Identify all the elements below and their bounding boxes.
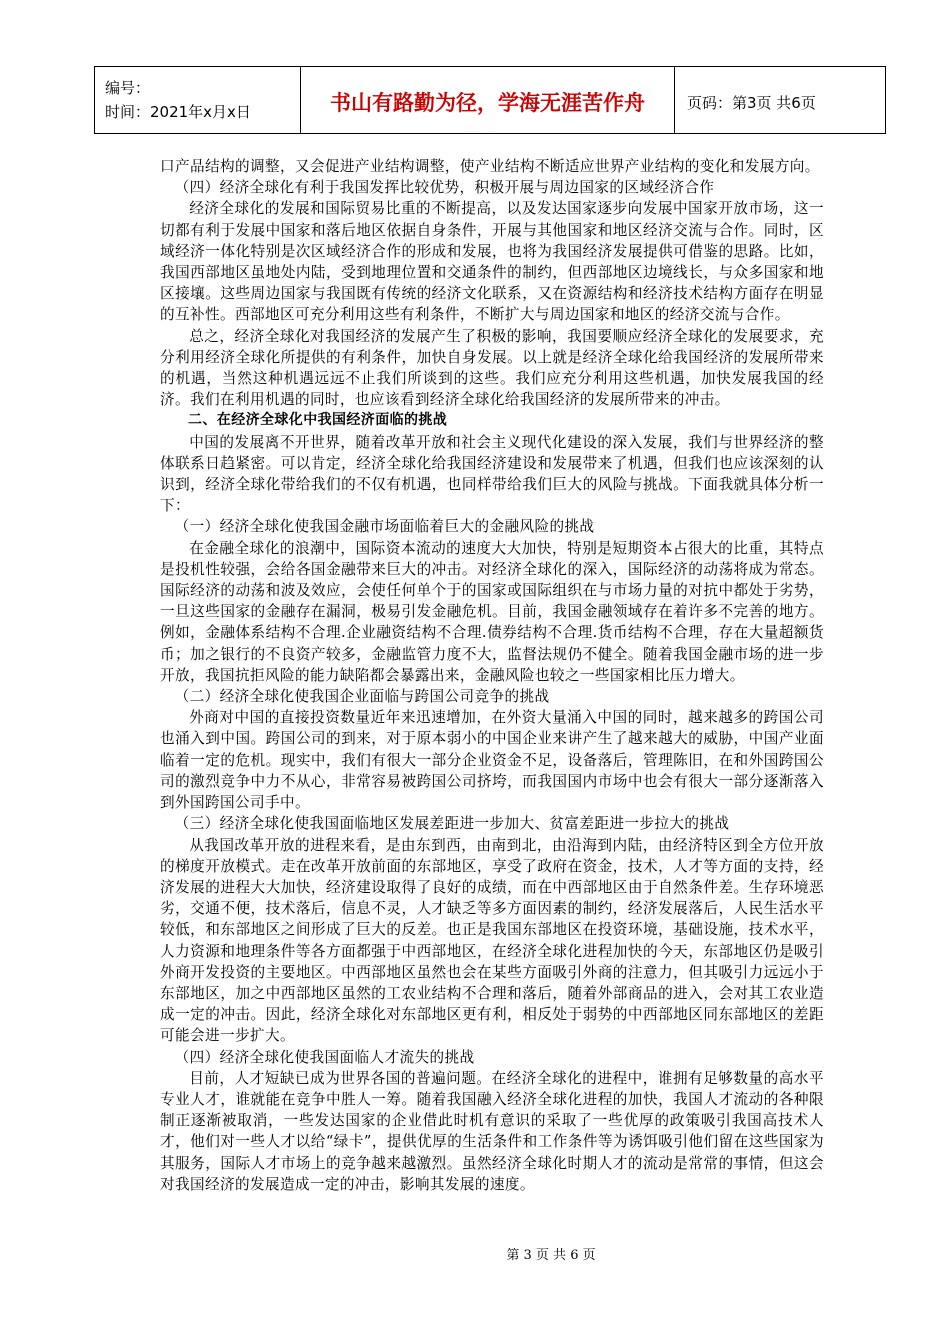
subsection-heading: （四）经济全球化使我国面临人才流失的挑战 [174,1048,475,1066]
page-header [94,66,886,134]
subsection-heading: （一）经济全球化使我国金融市场面临着巨大的金融风险的挑战 [174,518,595,536]
paragraph: 外商对中国的直接投资数量近年来迅速增加，在外资大量涌入中国的同时，越来越多的跨国公司也涌入到中国。跨国公司的到来，对于原本弱小的中国企业来讲产生了越来越大的威胁，中国产业面临着一定的危机。现实中，我们有很大一部分企业资金不足，设备落后，管理陈旧，在和外国跨国公司的激烈竞争中力不从心，非常容易被跨国公司挤垮，而我国国内市场中也会有很大一部分逐渐落入到外国跨国公司手中。 [160,709,824,812]
paragraph: 在金融全球化的浪潮中，国际资本流动的速度大大加快，特别是短期资本占很大的比重，其特点是投机性较强，会给各国金融带来巨大的冲击。对经济全球化的深入，国际经济的动荡将成为常态。国际经济的动荡和波及效应，会使任何单个于的国家或国际组织在与市场力量的对抗中都处于劣势，一旦这些国家的金融存在漏洞，极易引发金融危机。目前，我国金融领域存在着许多不完善的地方。例如，金融体系结构不合理.企业融资结构不合理.债券结构不合理.货币结构不合理，存在大量超额货币；加之银行的不良资产较多，金融监管力度不大，监督法规仍不健全。随着我国金融市场的进一步开放，我国抗拒风险的能力缺陷都会暴露出来，金融风险也较之一些国家相比压力增大。 [160,539,824,684]
section-heading: 二、在经济全球化中我国经济面临的挑战 [188,412,448,429]
document-time-label: 时间：2021年x月x日 [105,103,251,121]
header-motto [301,67,675,133]
document-body [160,156,824,1195]
motto-text: 书山有路勤为径，学海无涯苦作舟 [330,91,645,115]
document-number-label: 编号： [105,79,151,97]
paragraph: 经济全球化的发展和国际贸易比重的不断提高，以及发达国家逐步向发展中国家开放市场，这一切都有利于发展中国家和落后地区依据自身条件，开展与其他国家和地区经济交流与合作。同时，区域经济一体化特别是次区域经济合作的形成和发展，也将为我国经济发展提供可借鉴的思路。比如，我国西部地区虽地处内陆，受到地理位置和交通条件的制约，但西部地区边境线长，与众多国家和地区接壤。这些周边国家与我国既有传统的经济文化联系，又在资源结构和经济技术结构方面存在明显的互补性。西部地区可充分利用这些有利条件，不断扩大与周边国家和地区的经济交流与合作。 [160,200,824,324]
paragraph: 总之，经济全球化对我国经济的发展产生了积极的影响，我国要顺应经济全球化的发展要求，充分利用经济全球化所提供的有利条件，加快自身发展。以上就是经济全球化给我国经济的发展所带来的机遇，当然这种机遇远远不止我们所谈到的这些。我们应充分利用这些机遇，加快发展我国的经济。我们在利用机遇的同时，也应该看到经济全球化给我国经济的发展所带来的冲击。 [160,327,824,409]
footer-page-number: 第 3 页 共 6 页 [506,1248,596,1263]
subsection-heading: （三）经济全球化使我国面临地区发展差距进一步加大、贫富差距进一步拉大的挑战 [174,815,730,833]
header-page-number: 页码：第3页 共6页 [687,93,816,112]
paragraph: 目前，人才短缺已成为世界各国的普遍问题。在经济全球化的进程中，谁拥有足够数量的高水平专业人才，谁就能在竞争中胜人一筹。随着我国融入经济全球化进程的加快，我国人才流动的各种限制正逐渐被取消，一些发达国家的企业借此时机有意识的采取了一些优厚的政策吸引我国高技术人才，他们对一些人才以给“绿卡”，提供优厚的生活条件和工作条件等为诱饵吸引他们留在这些国家为其服务，国际人才市场上的竞争越来越激烈。虽然经济全球化时期人才的流动是常常的事情，但这会对我国经济的发展造成一定的冲击，影响其发展的速度。 [160,1069,824,1193]
paragraph: 从我国改革开放的进程来看，是由东到西，由南到北，由沿海到内陆，由经济特区到全方位开放的梯度开放模式。走在改革开放前面的东部地区，享受了政府在资金，技术，人才等方面的支持，经济发展的进程大大加快，经济建设取得了良好的成绩，而在中西部地区由于自然条件差。生存环境恶劣，交通不便，技术落后，信息不灵，人才缺乏等多方面因素的制约，经济发展落后，人民生活水平较低，和东部地区之间形成了巨大的反差。也正是我国东部地区在投资环境，基础设施，技术水平，人力资源和地理条件等各方面都强于中西部地区，在经济全球化进程加快的今天，东部地区仍是吸引外商开发投资的主要地区。中西部地区虽然也会在某些方面吸引外商的注意力，但其吸引力远远小于东部地区，加之中西部地区虽然的工农业结构不合理和落后，随着外部商品的进入，会对其工农业造成一定的冲击。因此，经济全球化对东部地区更有利，相反处于弱势的中西部地区同东部地区的差距可能会进一步扩大。 [160,836,824,1045]
paragraph-continuation: 口产品结构的调整，又会促进产业结构调整，使产业结构不断适应世界产业结构的变化和发展方向。 [160,158,820,175]
header-page-info [675,67,885,133]
subsection-heading: （二）经济全球化使我国企业面临与跨国公司竞争的挑战 [174,688,550,706]
header-meta [95,67,301,133]
page-footer [0,1244,950,1263]
paragraph: 中国的发展离不开世界，随着改革开放和社会主义现代化建设的深入发展，我们与世界经济的整体联系日趋紧密。可以肯定，经济全球化给我国经济建设和发展带来了机遇，但我们也应该深刻的认识到，经济全球化带给我们的不仅有机遇，也同样带给我们巨大的风险与挑战。下面我就具体分析一下： [160,433,824,515]
subsection-heading: （四）经济全球化有利于我国发挥比较优势，积极开展与周边国家的区域经济合作 [174,179,715,197]
